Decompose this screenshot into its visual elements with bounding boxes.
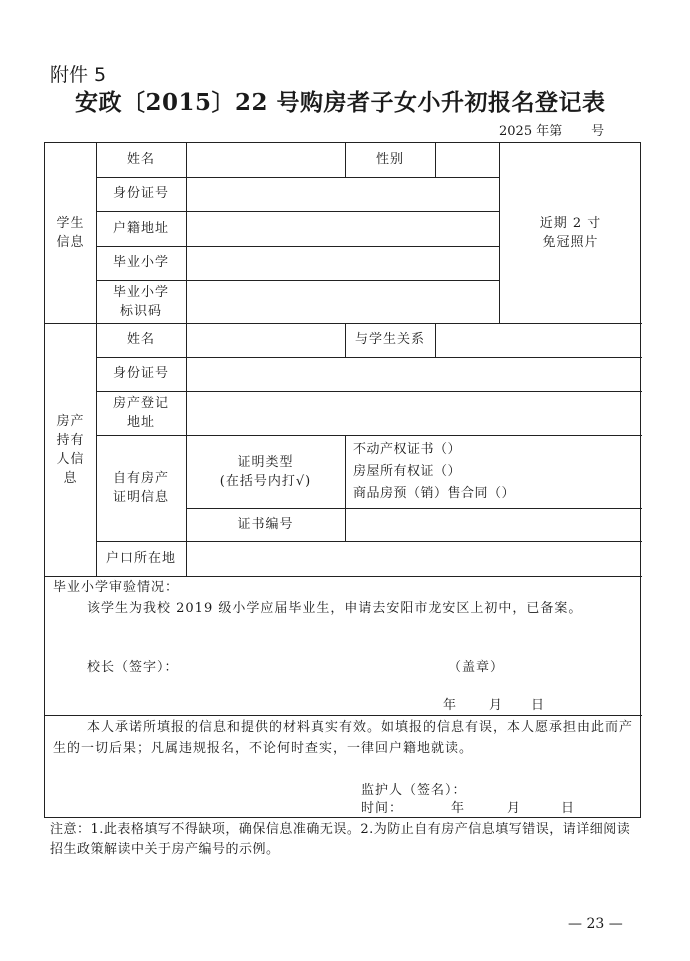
page-number: — 23 — bbox=[568, 916, 623, 932]
photo-box: 近期 2 寸 免冠照片 bbox=[539, 216, 602, 250]
principal-signature-label: 校长（签字）： bbox=[87, 660, 179, 675]
review-date-day: 日 bbox=[531, 698, 546, 713]
primary-school-label: 毕业小学 bbox=[112, 255, 169, 270]
footnote: 注意：1.此表格填写不得缺项，确保信息准确无误。2.为防止自有房产信息填写错误，请详细阅读招生政策解读中关于房产编号的示例。 bbox=[50, 822, 631, 857]
student-id-field[interactable] bbox=[186, 177, 499, 211]
student-id-label: 身份证号 bbox=[112, 186, 169, 201]
pledge-date-day: 日 bbox=[561, 801, 576, 816]
seal-label: （盖章） bbox=[448, 660, 505, 675]
cert-number-field[interactable] bbox=[345, 508, 642, 541]
pledge-time-label: 时间： bbox=[361, 801, 404, 816]
household-address-label: 户籍地址 bbox=[112, 220, 169, 236]
student-gender-field[interactable] bbox=[435, 143, 499, 177]
owner-id-field[interactable] bbox=[186, 357, 642, 391]
relation-label: 与学生关系 bbox=[354, 332, 425, 347]
review-body: 该学生为我校 2019 级小学应届毕业生，申请去安阳市龙安区上初中，已备案。 bbox=[87, 601, 583, 616]
hukou-field[interactable] bbox=[186, 541, 642, 576]
option-property-cert[interactable]: 不动产权证书（） bbox=[353, 441, 462, 457]
property-address-field[interactable] bbox=[186, 391, 642, 435]
cert-number-label: 证书编号 bbox=[237, 516, 294, 532]
cert-type-options bbox=[353, 435, 642, 508]
owner-info-section: 房产 持有 人信 息 bbox=[56, 413, 85, 486]
student-gender-label: 性别 bbox=[375, 152, 404, 167]
guardian-signature-label: 监护人（签名）： bbox=[361, 783, 467, 798]
review-date-month: 月 bbox=[489, 698, 504, 713]
relation-field[interactable] bbox=[435, 323, 642, 357]
review-heading: 毕业小学审验情况： bbox=[53, 580, 180, 595]
cert-type-label: 证明类型 (在括号内打√) bbox=[219, 454, 312, 489]
student-name-field[interactable] bbox=[186, 143, 345, 177]
school-code-label: 毕业小学 标识码 bbox=[112, 284, 169, 319]
pledge-date-year: 年 bbox=[451, 801, 466, 816]
property-address-label: 房产登记 地址 bbox=[112, 396, 169, 430]
form-title: 安政〔2015〕22 号购房者子女小升初报名登记表 bbox=[75, 89, 606, 116]
serial-number: 2025 年第 号 bbox=[499, 124, 605, 139]
school-code-field[interactable] bbox=[186, 280, 499, 323]
pledge-body: 本人承诺所填报的信息和提供的材料真实有效。如填报的信息有误，本人愿承担由此而产生的一切后果；凡属违规报名，不论何时查实，一律回户籍地就读。 bbox=[53, 720, 634, 756]
owner-name-label: 姓名 bbox=[126, 332, 155, 347]
option-ownership-cert[interactable]: 房屋所有权证（） bbox=[353, 463, 462, 479]
primary-school-field[interactable] bbox=[186, 246, 499, 280]
attachment-label: 附件 5 bbox=[50, 64, 107, 86]
owner-id-label: 身份证号 bbox=[112, 366, 169, 381]
registration-form bbox=[44, 142, 641, 818]
review-date-year: 年 bbox=[443, 698, 458, 713]
property-proof-label: 自有房产 证明信息 bbox=[112, 471, 169, 505]
hukou-label: 户口所在地 bbox=[105, 550, 176, 566]
student-info-section: 学生 信息 bbox=[56, 216, 85, 250]
option-presale-contract[interactable]: 商品房预（销）售合同（） bbox=[353, 485, 516, 501]
student-name-label: 姓名 bbox=[126, 152, 155, 167]
pledge-date-month: 月 bbox=[507, 801, 522, 816]
owner-name-field[interactable] bbox=[186, 323, 345, 357]
household-address-field[interactable] bbox=[186, 211, 499, 246]
